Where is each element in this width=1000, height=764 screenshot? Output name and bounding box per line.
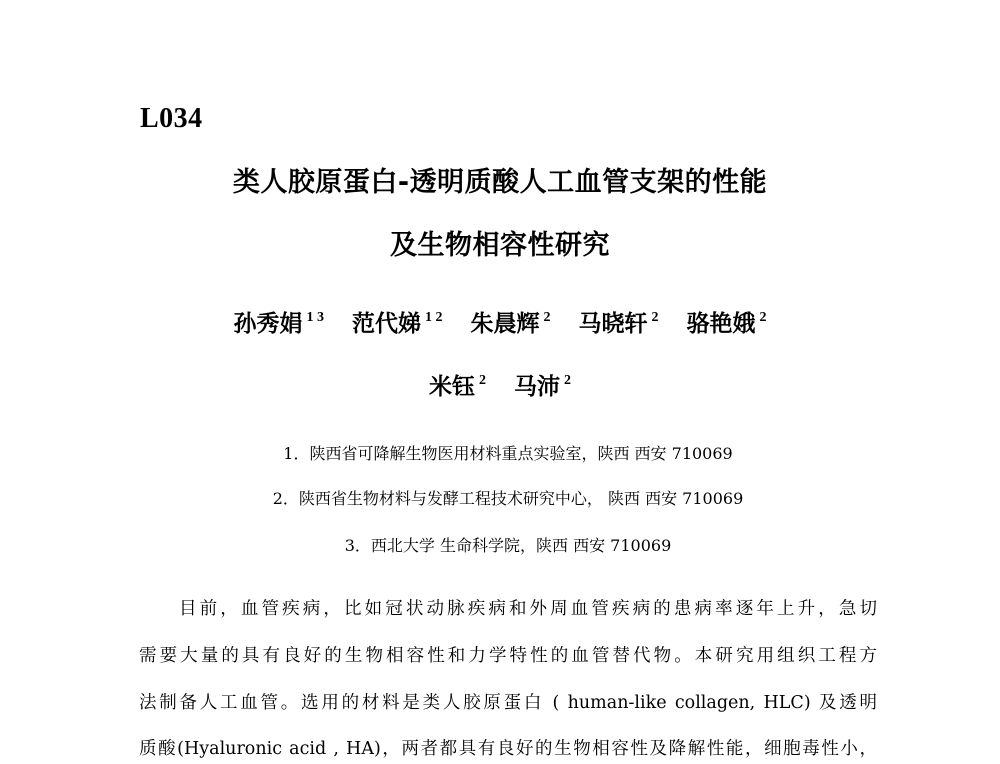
author (429, 363, 486, 405)
author-name: 朱晨辉 (470, 311, 540, 337)
author (579, 300, 659, 342)
author-affiliation-mark: 2 (759, 310, 767, 325)
author-name: 马晓轩 (578, 311, 648, 337)
author-affiliation-mark: 2 (478, 373, 486, 388)
affiliation-3: 3．西北大学 生命科学院，陕西 西安 710069 (344, 536, 672, 555)
author-affiliation-mark: 2 (651, 310, 659, 325)
author (352, 300, 443, 342)
author (471, 300, 551, 342)
author-affiliation-mark: 2 (543, 310, 551, 325)
author-affiliation-mark: 1 3 (306, 310, 324, 325)
author-list-row-2 (0, 363, 1000, 405)
paper-code: L034 (140, 103, 203, 134)
author-name: 骆艳娥 (686, 311, 756, 337)
author-name: 马沛 (514, 374, 560, 400)
author (687, 300, 767, 342)
paper-title-line-2: 及生物相容性研究 (390, 230, 610, 261)
body-text-line: 质酸(Hyaluronic acid , HA)，两者都具有良好的生物相容性及降解性能，细胞毒性小， (139, 739, 877, 759)
body-text-line: 法制备人工血管。选用的材料是类人胶原蛋白 ( human-like collagen, HLC) 及透明 (139, 693, 877, 713)
author-affiliation-mark: 1 2 (424, 310, 443, 325)
body-text-line: 需要大量的具有良好的生物相容性和力学特性的血管替代物。本研究用组织工程方 (139, 646, 877, 666)
author (233, 300, 324, 342)
affiliation-1: 1．陕西省可降解生物医用材料重点实验室，陕西 西安 710069 (283, 444, 733, 463)
author-name: 米钰 (428, 374, 475, 400)
affiliation-2: 2．陕西省生物材料与发酵工程技术研究中心， 陕西 西安 710069 (272, 489, 744, 508)
body-text-line: 目前，血管疾病，比如冠状动脉疾病和外周血管疾病的患病率逐年上升，急切 (179, 599, 877, 619)
author (514, 363, 571, 405)
author-affiliation-mark: 2 (564, 373, 571, 388)
author-name: 范代娣 (351, 311, 421, 337)
author-name: 孙秀娟 (233, 311, 303, 337)
author-list-row-1 (0, 300, 1000, 342)
paper-title-line-1: 类人胶原蛋白-透明质酸人工血管支架的性能 (232, 167, 768, 198)
